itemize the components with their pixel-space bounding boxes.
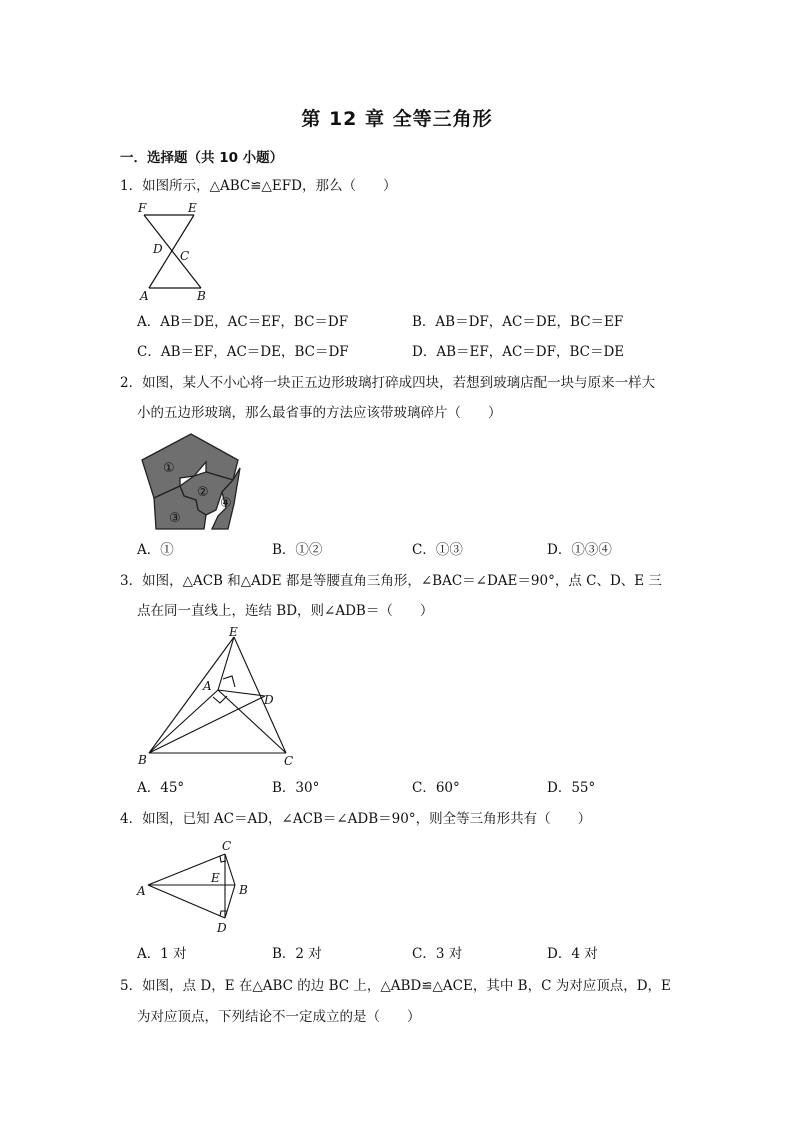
question-1-option-a[interactable]: A．AB＝DE，AC＝EF，BC＝DF [137, 314, 349, 330]
page-title: 第 12 章 全等三角形 [301, 108, 493, 130]
question-1-label-c: C [180, 249, 190, 263]
question-1-label-a: A [140, 289, 149, 303]
question-4-option-c[interactable]: C．3 对 [412, 946, 463, 962]
question-5-stem-line-1: 5．如图，点 D，E 在△ABC 的边 BC 上，△ABD≌△ACE，其中 B，C 为对应顶点，D，E [120, 978, 671, 994]
question-5-stem-line-2: 为对应顶点，下列结论不一定成立的是（ ） [137, 1009, 421, 1025]
question-2-piece-1-label: ① [163, 461, 175, 476]
question-2-piece-2-label: ② [197, 485, 209, 500]
question-1-option-c[interactable]: C．AB＝EF，AC＝DE，BC＝DF [137, 344, 349, 360]
question-2-stem-line-1: 2．如图，某人不小心将一块正五边形玻璃打碎成四块，若想到玻璃店配一块与原来一样大 [120, 375, 656, 391]
question-2-option-d[interactable]: D．①③④ [547, 542, 612, 558]
question-1-label-b: B [197, 289, 206, 303]
question-2-piece-3-label: ③ [169, 511, 181, 526]
question-4-label-d: D [217, 921, 227, 935]
question-4-label-a: A [137, 884, 146, 898]
question-2-option-c[interactable]: C．①③ [412, 542, 463, 558]
question-1-label-d: D [153, 242, 163, 256]
question-4-label-e: E [211, 871, 220, 885]
question-1-option-b[interactable]: B．AB＝DF，AC＝DE，BC＝EF [412, 314, 624, 330]
question-1-option-d[interactable]: D．AB＝EF，AC＝DF，BC＝DE [412, 344, 625, 360]
question-1-figure [136, 198, 212, 304]
question-3-label-c: C [284, 754, 294, 768]
question-2-option-a[interactable]: A．① [137, 542, 174, 558]
question-3-label-b: B [138, 753, 147, 767]
question-1-stem: 1．如图所示，△ABC≌△EFD，那么（ ） [120, 178, 397, 194]
question-3-figure [134, 624, 304, 772]
question-4-label-b: B [239, 883, 248, 897]
question-3-option-b[interactable]: B．30° [272, 780, 320, 796]
question-3-label-a: A [203, 679, 212, 693]
question-3-label-d: D [264, 693, 274, 707]
question-3-stem-line-1: 3．如图，△ACB 和△ADE 都是等腰直角三角形，∠BAC＝∠DAE＝90°，点 C、D、E 三 [120, 573, 662, 589]
question-3-option-c[interactable]: C．60° [412, 780, 460, 796]
question-2-option-b[interactable]: B．①② [272, 542, 323, 558]
section-title: 一．选择题（共 10 小题） [120, 150, 284, 166]
question-3-stem-line-2: 点在同一直线上，连结 BD，则∠ADB＝（ ） [137, 603, 434, 619]
question-4-label-c: C [222, 839, 232, 853]
question-2-pentagon-figure [136, 430, 246, 534]
question-3-label-e: E [229, 625, 238, 639]
question-4-option-b[interactable]: B．2 对 [272, 946, 322, 962]
question-2-piece-4-label: ④ [220, 496, 232, 511]
question-4-option-a[interactable]: A．1 对 [137, 946, 187, 962]
question-4-stem: 4．如图，已知 AC＝AD，∠ACB＝∠ADB＝90°，则全等三角形共有（ ） [120, 811, 592, 827]
question-3-option-d[interactable]: D．55° [547, 780, 596, 796]
question-4-figure [134, 836, 254, 936]
question-4-option-d[interactable]: D．4 对 [547, 946, 598, 962]
question-2-stem-line-2: 小的五边形玻璃，那么最省事的方法应该带玻璃碎片（ ） [137, 405, 502, 421]
question-1-label-f: F [138, 201, 147, 215]
question-1-label-e: E [188, 201, 197, 215]
question-3-option-a[interactable]: A．45° [137, 780, 185, 796]
